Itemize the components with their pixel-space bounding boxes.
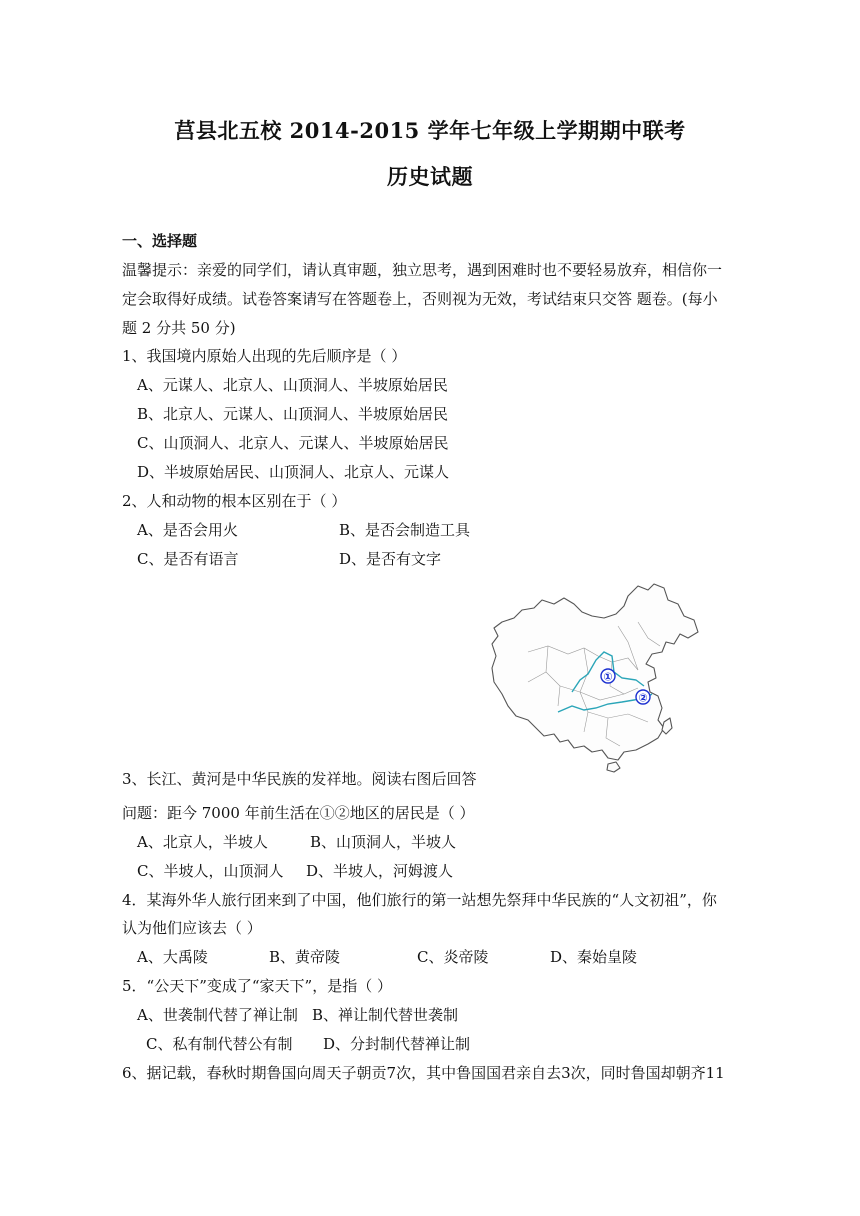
q5-option-a: A、世袭制代替了禅让制 [137, 1006, 298, 1024]
q2-option-b: B、是否会制造工具 [339, 521, 471, 539]
exam-subject: 历史试题 [387, 164, 473, 189]
q1-option-a: A、元谋人、北京人、山顶洞人、半坡原始居民 [137, 376, 448, 394]
q6-stem: 6、据记载，春秋时期鲁国向周天子朝贡7次，其中鲁国国君亲自去3次，同时鲁国却朝齐11 [122, 1064, 725, 1082]
exam-title: 莒县北五校 2014-2015 学年七年级上学期期中联考 [174, 118, 686, 143]
q3-option-b: B、山顶洞人，半坡人 [310, 833, 457, 851]
notice-line-1: 温馨提示：亲爱的同学们，请认真审题，独立思考，遇到困难时也不要轻易放弃，相信你一 [122, 261, 723, 279]
q3-option-c: C、半坡人，山顶洞人 [137, 862, 284, 880]
q2-stem: 2、人和动物的根本区别在于（ ） [122, 492, 347, 510]
section-heading: 一、选择题 [122, 232, 198, 250]
q1-stem: 1、我国境内原始人出现的先后顺序是（ ） [122, 347, 407, 365]
q5-option-d: D、分封制代替禅让制 [323, 1035, 471, 1053]
q1-option-b: B、北京人、元谋人、山顶洞人、半坡原始居民 [137, 405, 449, 423]
q3-option-a: A、北京人，半坡人 [137, 833, 268, 851]
q3-option-d: D、半坡人，河姆渡人 [306, 862, 454, 880]
q4-option-b: B、黄帝陵 [269, 948, 341, 966]
q4-stem-line-2: 认为他们应该去（ ） [122, 919, 262, 937]
notice-line-2: 定会取得好成绩。试卷答案请写在答题卷上，否则视为无效，考试结束只交答 题卷。(每小 [122, 290, 718, 308]
q2-option-a: A、是否会用火 [137, 521, 238, 539]
taiwan-island [662, 718, 672, 734]
hainan-island [607, 762, 620, 772]
q5-option-b: B、禅让制代替世袭制 [312, 1006, 459, 1024]
q4-option-a: A、大禹陵 [137, 948, 208, 966]
map-label-2: ② [638, 691, 648, 705]
map-label-1: ① [603, 670, 613, 684]
q5-stem: 5．“公天下”变成了“家天下”，是指（ ） [122, 977, 392, 995]
q1-option-d: D、半坡原始居民、山顶洞人、北京人、元谋人 [137, 463, 450, 481]
map-marker-1 [601, 669, 615, 684]
notice-line-3: 题 2 分共 50 分) [122, 319, 236, 337]
q1-option-c: C、山顶洞人、北京人、元谋人、半坡原始居民 [137, 434, 449, 452]
q5-option-c: C、私有制代替公有制 [146, 1035, 293, 1053]
q4-option-c: C、炎帝陵 [417, 948, 489, 966]
q3-stem-line-2: 问题：距今 7000 年前生活在①②地区的居民是（ ） [122, 804, 475, 822]
china-map [488, 582, 702, 774]
q2-option-c: C、是否有语言 [137, 550, 239, 568]
q4-stem-line-1: 4．某海外华人旅行团来到了中国，他们旅行的第一站想先祭拜中华民族的“人文初祖”，你 [122, 891, 717, 909]
map-marker-2 [636, 690, 650, 705]
q4-option-d: D、秦始皇陵 [550, 948, 638, 966]
q3-stem-line-1: 3、长江、黄河是中华民族的发祥地。阅读右图后回答 [122, 770, 477, 788]
q2-option-d: D、是否有文字 [339, 550, 442, 568]
